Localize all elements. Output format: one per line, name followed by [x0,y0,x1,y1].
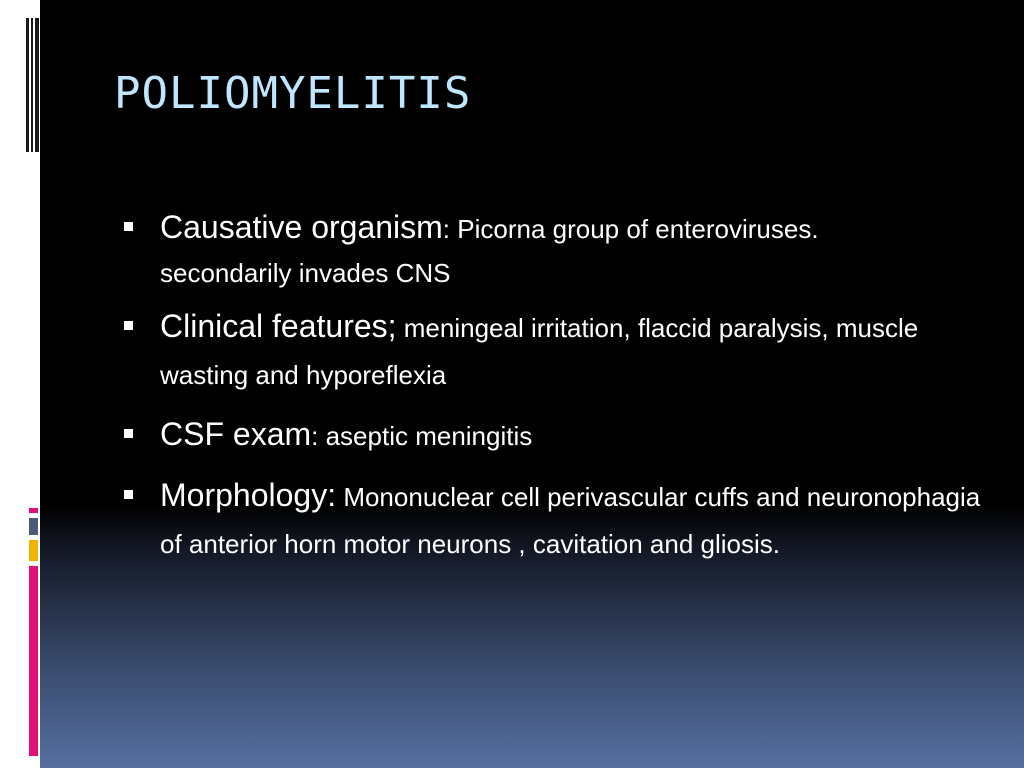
bullet-separator: : [327,477,337,513]
decorative-accent-pink [29,508,38,513]
bullet-text: Picorna group of enteroviruses. [450,214,819,244]
left-decorative-strip [0,0,40,768]
square-bullet-icon [124,429,133,438]
bullet-item-causative-organism [122,206,982,293]
bullet-separator: ; [387,308,397,344]
decorative-accent-yellow [29,540,38,561]
bullet-term: Causative organism [160,209,443,245]
decorative-accent-slate [29,518,38,535]
bullet-item-morphology [122,474,982,570]
bullet-item-csf-exam [122,413,982,462]
decorative-bar [29,18,31,152]
bullet-term: CSF exam [160,416,312,452]
decorative-accent-pink-long [29,566,38,756]
bullet-text-continued: secondarily invades CNS [160,258,451,288]
slide-title: POLIOMYELITIS [114,68,472,119]
bullet-list [122,206,982,570]
slide-body [122,206,982,582]
decorative-bar [35,18,39,152]
bullet-term: Clinical features [160,308,388,344]
bullet-separator: : [311,421,319,451]
bullet-text: meningeal irritation, flaccid paralysis, muscle wasting and hyporeflexia [160,313,919,390]
bullet-text: Mononuclear cell perivascular cuffs and neuronophagia of anterior horn motor neurons , cavitation and gliosis. [160,482,981,559]
bullet-text: aseptic meningitis [318,421,533,451]
square-bullet-icon [124,321,133,330]
square-bullet-icon [124,222,133,231]
bullet-separator: : [442,214,451,244]
square-bullet-icon [124,490,133,499]
bullet-term: Morphology [160,477,328,513]
bullet-item-clinical-features [122,305,982,401]
